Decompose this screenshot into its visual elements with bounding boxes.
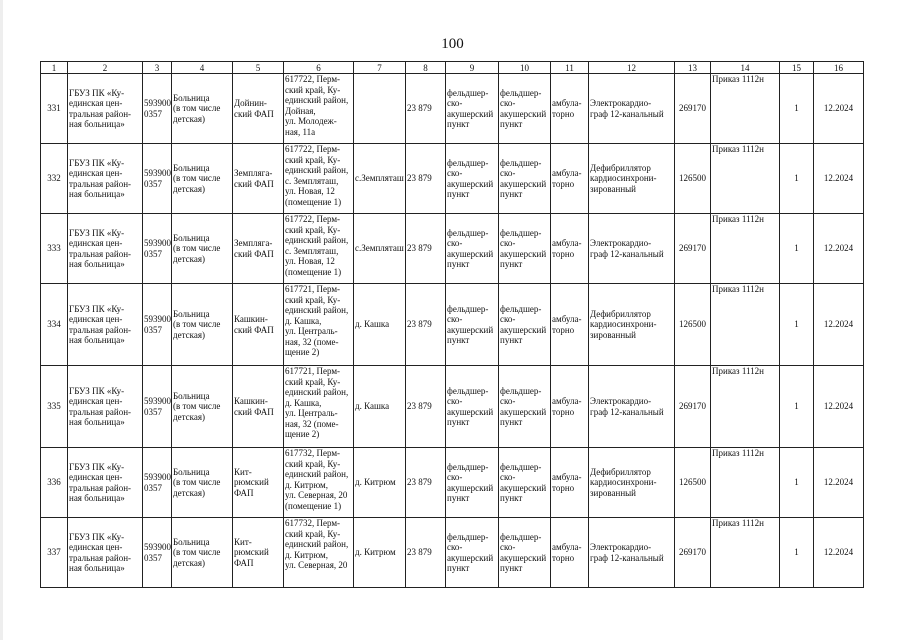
code-cell: 593900 0357 — [143, 284, 172, 366]
price-cell: 269170 — [675, 518, 711, 588]
code-cell: 593900 0357 — [143, 144, 172, 214]
address-cell: 617722, Перм- ский край, Ку- единский район, Дойная, ул. Молодеж- ная, 11а — [284, 74, 354, 144]
care-form-cell: амбула- торно — [551, 518, 589, 588]
unit-cell: Кит- рюмский ФАП — [233, 448, 284, 518]
table-row — [41, 144, 864, 214]
facility-type-cell: Больница (в том числе детская) — [172, 448, 233, 518]
equipment-cell: Электрокардио- граф 12-канальный — [589, 214, 675, 284]
order-cell: Приказ 1112н — [711, 448, 780, 518]
organization-cell: ГБУЗ ПК «Ку- единская цен- тральная район- ная больница» — [68, 366, 143, 448]
code-cell: 593900 0357 — [143, 448, 172, 518]
organization-cell: ГБУЗ ПК «Ку- единская цен- тральная район- ная больница» — [68, 214, 143, 284]
population-cell: 23 879 — [406, 74, 446, 144]
address-cell: 617732, Перм- ский край, Ку- единский район, д. Китрюм, ул. Северная, 20 — [284, 518, 354, 588]
column-header: 11 — [551, 62, 589, 74]
column-header: 5 — [233, 62, 284, 74]
population-cell: 23 879 — [406, 144, 446, 214]
order-cell: Приказ 1112н — [711, 284, 780, 366]
unit-cell: Земпляга- ский ФАП — [233, 214, 284, 284]
order-cell: Приказ 1112н — [711, 214, 780, 284]
unit-cell: Кашкин- ский ФАП — [233, 366, 284, 448]
price-cell: 126500 — [675, 144, 711, 214]
facility-type-cell: Больница (в том числе детская) — [172, 366, 233, 448]
staff-cell: фельдшер- ско- акушерский пункт — [499, 448, 551, 518]
code-cell: 593900 0357 — [143, 518, 172, 588]
locality-cell: с.Земпляташ — [354, 144, 406, 214]
table-row — [41, 74, 864, 144]
address-cell: 617722, Перм- ский край, Ку- единский район, с. Земпляташ, ул. Новая, 12 (помещение 1) — [284, 214, 354, 284]
staff-cell: фельдшер- ско- акушерский пункт — [446, 74, 499, 144]
facility-type-cell: Больница (в том числе детская) — [172, 518, 233, 588]
row-number: 331 — [41, 74, 68, 144]
table-row — [41, 518, 864, 588]
equipment-cell: Дефибриллятор кардиосинхрони- зированный — [589, 448, 675, 518]
staff-cell: фельдшер- ско- акушерский пункт — [499, 366, 551, 448]
quantity-cell: 1 — [780, 518, 814, 588]
header-row — [41, 62, 864, 74]
address-cell: 617721, Перм- ский край, Ку- единский район, д. Кашка, ул. Централь- ная, 32 (поме- щение 2) — [284, 284, 354, 366]
organization-cell: ГБУЗ ПК «Ку- единская цен- тральная район- ная больница» — [68, 74, 143, 144]
facility-type-cell: Больница (в том числе детская) — [172, 214, 233, 284]
scan-edge — [0, 0, 3, 640]
order-cell: Приказ 1112н — [711, 144, 780, 214]
staff-cell: фельдшер- ско- акушерский пункт — [446, 448, 499, 518]
staff-cell: фельдшер- ско- акушерский пункт — [446, 284, 499, 366]
address-cell: 617722, Перм- ский край, Ку- единский район, с. Земпляташ, ул. Новая, 12 (помещение 1) — [284, 144, 354, 214]
column-header: 2 — [68, 62, 143, 74]
equipment-cell: Дефибриллятор кардиосинхрони- зированный — [589, 284, 675, 366]
population-cell: 23 879 — [406, 518, 446, 588]
code-cell: 593900 0357 — [143, 366, 172, 448]
address-cell: 617732, Перм- ский край, Ку- единский район, д. Китрюм, ул. Северная, 20 (помещение 1) — [284, 448, 354, 518]
date-cell: 12.2024 — [814, 214, 864, 284]
organization-cell: ГБУЗ ПК «Ку- единская цен- тральная район- ная больница» — [68, 448, 143, 518]
column-header: 15 — [780, 62, 814, 74]
care-form-cell: амбула- торно — [551, 448, 589, 518]
row-number: 332 — [41, 144, 68, 214]
column-header: 14 — [711, 62, 780, 74]
table-row — [41, 214, 864, 284]
column-header: 3 — [143, 62, 172, 74]
staff-cell: фельдшер- ско- акушерский пункт — [446, 518, 499, 588]
organization-cell: ГБУЗ ПК «Ку- единская цен- тральная район- ная больница» — [68, 518, 143, 588]
order-cell: Приказ 1112н — [711, 74, 780, 144]
equipment-cell: Электрокардио- граф 12-канальный — [589, 518, 675, 588]
unit-cell: Земпляга- ский ФАП — [233, 144, 284, 214]
locality-cell: д. Китрюм — [354, 518, 406, 588]
price-cell: 269170 — [675, 366, 711, 448]
care-form-cell: амбула- торно — [551, 144, 589, 214]
staff-cell: фельдшер- ско- акушерский пункт — [499, 518, 551, 588]
quantity-cell: 1 — [780, 144, 814, 214]
date-cell: 12.2024 — [814, 144, 864, 214]
population-cell: 23 879 — [406, 284, 446, 366]
column-header: 16 — [814, 62, 864, 74]
row-number: 335 — [41, 366, 68, 448]
equipment-cell: Дефибриллятор кардиосинхрони- зированный — [589, 144, 675, 214]
row-number: 336 — [41, 448, 68, 518]
quantity-cell: 1 — [780, 214, 814, 284]
address-cell: 617721, Перм- ский край, Ку- единский район, д. Кашка, ул. Централь- ная, 32 (поме- щение 2) — [284, 366, 354, 448]
price-cell: 269170 — [675, 214, 711, 284]
care-form-cell: амбула- торно — [551, 284, 589, 366]
staff-cell: фельдшер- ско- акушерский пункт — [499, 214, 551, 284]
column-header: 9 — [446, 62, 499, 74]
equipment-table — [40, 61, 864, 588]
order-cell: Приказ 1112н — [711, 518, 780, 588]
quantity-cell: 1 — [780, 74, 814, 144]
column-header: 12 — [589, 62, 675, 74]
care-form-cell: амбула- торно — [551, 214, 589, 284]
equipment-cell: Электрокардио- граф 12-канальный — [589, 74, 675, 144]
code-cell: 593900 0357 — [143, 74, 172, 144]
price-cell: 269170 — [675, 74, 711, 144]
facility-type-cell: Больница (в том числе детская) — [172, 284, 233, 366]
organization-cell: ГБУЗ ПК «Ку- единская цен- тральная район- ная больница» — [68, 144, 143, 214]
equipment-cell: Электрокардио- граф 12-канальный — [589, 366, 675, 448]
organization-cell: ГБУЗ ПК «Ку- единская цен- тральная район- ная больница» — [68, 284, 143, 366]
locality-cell: д. Китрюм — [354, 448, 406, 518]
locality-cell: д. Кашка — [354, 284, 406, 366]
date-cell: 12.2024 — [814, 366, 864, 448]
unit-cell: Дойнин- ский ФАП — [233, 74, 284, 144]
column-header: 1 — [41, 62, 68, 74]
column-header: 4 — [172, 62, 233, 74]
facility-type-cell: Больница (в том числе детская) — [172, 144, 233, 214]
date-cell: 12.2024 — [814, 518, 864, 588]
column-header: 8 — [406, 62, 446, 74]
column-header: 6 — [284, 62, 354, 74]
date-cell: 12.2024 — [814, 284, 864, 366]
unit-cell: Кит- рюмский ФАП — [233, 518, 284, 588]
population-cell: 23 879 — [406, 448, 446, 518]
locality-cell: д. Кашка — [354, 366, 406, 448]
price-cell: 126500 — [675, 448, 711, 518]
column-header: 13 — [675, 62, 711, 74]
date-cell: 12.2024 — [814, 74, 864, 144]
page-number: 100 — [441, 36, 464, 52]
locality-cell: с.Земпляташ — [354, 214, 406, 284]
row-number: 337 — [41, 518, 68, 588]
row-number: 334 — [41, 284, 68, 366]
table-row — [41, 448, 864, 518]
unit-cell: Кашкин- ский ФАП — [233, 284, 284, 366]
staff-cell: фельдшер- ско- акушерский пункт — [446, 366, 499, 448]
quantity-cell: 1 — [780, 284, 814, 366]
table-row — [41, 284, 864, 366]
care-form-cell: амбула- торно — [551, 366, 589, 448]
population-cell: 23 879 — [406, 214, 446, 284]
date-cell: 12.2024 — [814, 448, 864, 518]
column-header: 10 — [499, 62, 551, 74]
code-cell: 593900 0357 — [143, 214, 172, 284]
facility-type-cell: Больница (в том числе детская) — [172, 74, 233, 144]
row-number: 333 — [41, 214, 68, 284]
locality-cell — [354, 74, 406, 144]
table-row — [41, 366, 864, 448]
care-form-cell: амбула- торно — [551, 74, 589, 144]
staff-cell: фельдшер- ско- акушерский пункт — [499, 284, 551, 366]
column-header: 7 — [354, 62, 406, 74]
order-cell: Приказ 1112н — [711, 366, 780, 448]
quantity-cell: 1 — [780, 448, 814, 518]
staff-cell: фельдшер- ско- акушерский пункт — [499, 74, 551, 144]
population-cell: 23 879 — [406, 366, 446, 448]
staff-cell: фельдшер- ско- акушерский пункт — [446, 214, 499, 284]
quantity-cell: 1 — [780, 366, 814, 448]
staff-cell: фельдшер- ско- акушерский пункт — [499, 144, 551, 214]
staff-cell: фельдшер- ско- акушерский пункт — [446, 144, 499, 214]
price-cell: 126500 — [675, 284, 711, 366]
